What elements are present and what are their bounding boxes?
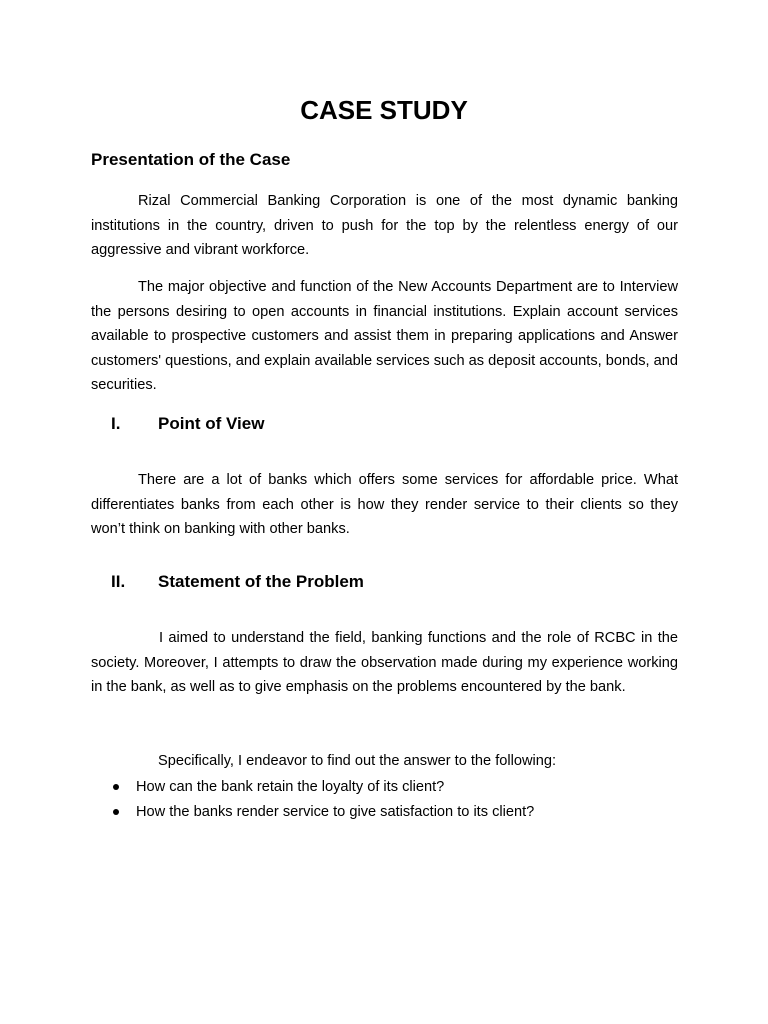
section-heading-point-of-view — [111, 413, 264, 435]
list-item — [111, 775, 534, 800]
list-item — [111, 800, 534, 825]
presentation-paragraph-1: Rizal Commercial Banking Corporation is one of the most dynamic banking institutions in the country, driven to push for the top by the relentless energy of our aggressive and vibrant workforce. — [91, 193, 678, 259]
section-heading-presentation: Presentation of the Case — [91, 150, 291, 169]
presentation-paragraph-2: The major objective and function of the New Accounts Department are to Interview the persons desiring to open accounts in financial institutions. Explain account services available to prospective customers and assist them in preparing applications and Answer customers' questions, and explain available services such as deposit accounts, bonds, and securities. — [91, 279, 678, 394]
section-heading-statement-of-problem — [111, 571, 364, 593]
bullet-icon — [113, 809, 119, 815]
bullet-icon — [113, 784, 119, 790]
point-of-view-paragraph: There are a lot of banks which offers some services for affordable price. What differentiates banks from each other is how they render service to their clients so they won’t think on banking with other banks. — [91, 472, 678, 538]
question-text: How the banks render service to give satisfaction to its client? — [136, 804, 535, 820]
section-heading-label: Point of View — [158, 414, 265, 433]
questions-list — [111, 775, 534, 825]
statement-of-problem-paragraph: I aimed to understand the field, banking functions and the role of RCBC in the society. Moreover, I attempts to draw the observation made during my experience working in the bank, as well as to give emphasis on the problems encountered by the bank. — [91, 630, 678, 696]
section-number: I. — [111, 414, 121, 433]
section-heading-label: Statement of the Problem — [158, 572, 364, 591]
question-text: How can the bank retain the loyalty of its client? — [136, 779, 445, 795]
questions-intro: Specifically, I endeavor to find out the answer to the following: — [158, 753, 557, 769]
section-number: II. — [111, 572, 126, 591]
page-title: CASE STUDY — [300, 95, 468, 125]
